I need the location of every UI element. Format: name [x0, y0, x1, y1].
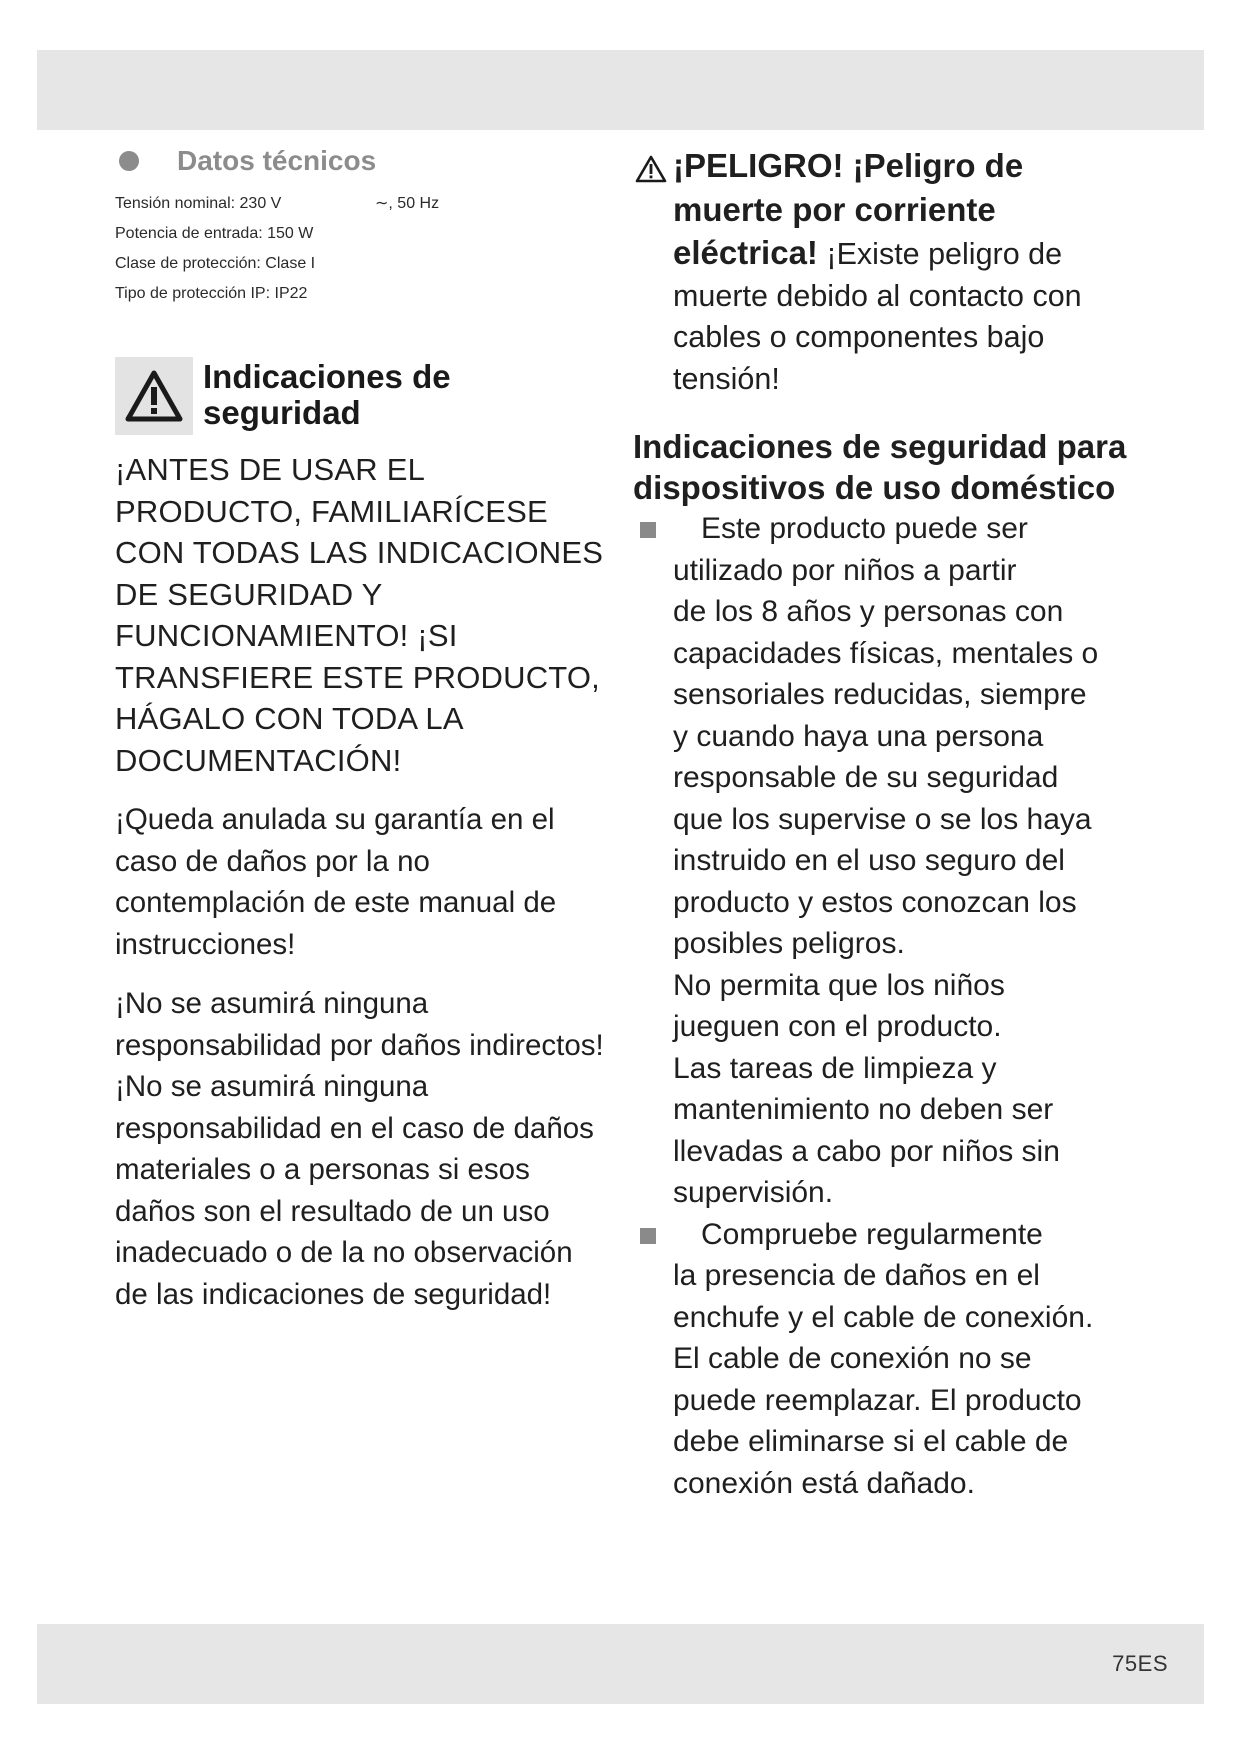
safety-title	[203, 357, 451, 431]
spec-voltage	[115, 189, 610, 219]
danger-triangle-icon	[635, 153, 667, 195]
warning-triangle-icon	[115, 357, 193, 435]
page-number: 75ES	[1112, 1651, 1168, 1676]
list-line: de los 8 años y personas con	[673, 595, 1064, 628]
list-line: que los supervise o se los haya	[673, 802, 1092, 836]
left-column	[115, 145, 610, 1315]
list-item-children	[633, 508, 1133, 1214]
list-line: instruido en el uso seguro del	[673, 844, 1065, 877]
spec-ip-rating: Tipo de protección IP: IP22	[115, 285, 308, 302]
safety-title-line2: seguridad	[203, 394, 361, 431]
list-line: utilizado por niños a partir	[673, 553, 1017, 587]
list-line: Las tareas de limpieza y	[673, 1051, 997, 1085]
spec-voltage-suffix: ∼, 50 Hz	[375, 195, 440, 212]
list-line: Compruebe regularmente	[701, 1217, 1043, 1251]
tech-title: Datos técnicos	[177, 145, 377, 176]
list-line: posibles peligros.	[673, 927, 905, 960]
list-line: No permita que los niños	[673, 968, 1005, 1002]
tech-heading	[115, 145, 610, 177]
square-bullet-icon	[640, 1228, 656, 1244]
caps-warning-paragraph: ¡ANTES DE USAR EL PRODUCTO, FAMILIARÍCESE CON TODAS LAS INDICACIONES DE SEGURIDAD Y FUNCIONAMIENTO! ¡SI TRANSFIERE ESTE PRODUCTO, HÁGALO CON TODA LA DOCUMENTACIÓN!	[115, 452, 604, 778]
list-line: producto y estos conozcan los	[673, 885, 1077, 919]
list-item-cable-check	[633, 1214, 1133, 1505]
list-line: El cable de conexión no se	[673, 1342, 1032, 1375]
right-column	[633, 145, 1133, 1504]
footer-band	[37, 1624, 1204, 1704]
list-line: responsable de su seguridad	[673, 761, 1059, 794]
list-line: capacidades físicas, mentales o	[673, 636, 1099, 670]
spec-protection-class: Clase de protección: Clase I	[115, 255, 316, 272]
safety-heading	[115, 357, 610, 435]
list-line: jueguen con el producto.	[673, 1010, 1002, 1043]
list-line: conexión está dañado.	[673, 1466, 975, 1500]
danger-bold-text: ¡PELIGRO! ¡Peligro de muerte por corriente eléctrica!	[673, 147, 1024, 271]
list-line: supervisión.	[673, 1176, 834, 1209]
domestic-safety-title: Indicaciones de seguridad para dispositivos de uso doméstico	[633, 428, 1127, 506]
list-line: puede reemplazar. El producto	[673, 1383, 1082, 1417]
circle-bullet-icon	[119, 151, 139, 171]
list-line: llevadas a cabo por niños sin	[673, 1134, 1060, 1168]
header-band	[37, 50, 1204, 130]
list-line: mantenimiento no deben ser	[673, 1093, 1054, 1126]
danger-normal-text: ¡Existe peligro de muerte debido al contacto con cables o componentes bajo tensión!	[673, 237, 1082, 396]
list-line: sensoriales reducidas, siempre	[673, 678, 1087, 711]
list-line: la presencia de daños en el	[673, 1259, 1040, 1292]
safety-title-line1: Indicaciones de	[203, 358, 451, 395]
list-line: y cuando haya una persona	[673, 719, 1044, 753]
liability-paragraph: ¡No se asumirá ninguna responsabilidad por daños indirectos! ¡No se asumirá ninguna responsabilidad en el caso de daños materiales o a personas si esos daños son el resultado de un uso inadecuado o de la no observación de las indicaciones de seguridad!	[115, 987, 604, 1311]
warranty-paragraph: ¡Queda anulada su garantía en el caso de daños por la no contemplación de este manual de instrucciones!	[115, 803, 557, 961]
spec-voltage-text: Tensión nominal: 230 V	[115, 195, 282, 212]
list-line: enchufe y el cable de conexión.	[673, 1300, 1094, 1334]
spec-power: Potencia de entrada: 150 W	[115, 225, 314, 242]
square-bullet-icon	[640, 522, 656, 538]
danger-warning	[633, 145, 1133, 400]
list-line: debe eliminarse si el cable de	[673, 1425, 1069, 1458]
list-line: Este producto puede ser	[701, 512, 1028, 545]
